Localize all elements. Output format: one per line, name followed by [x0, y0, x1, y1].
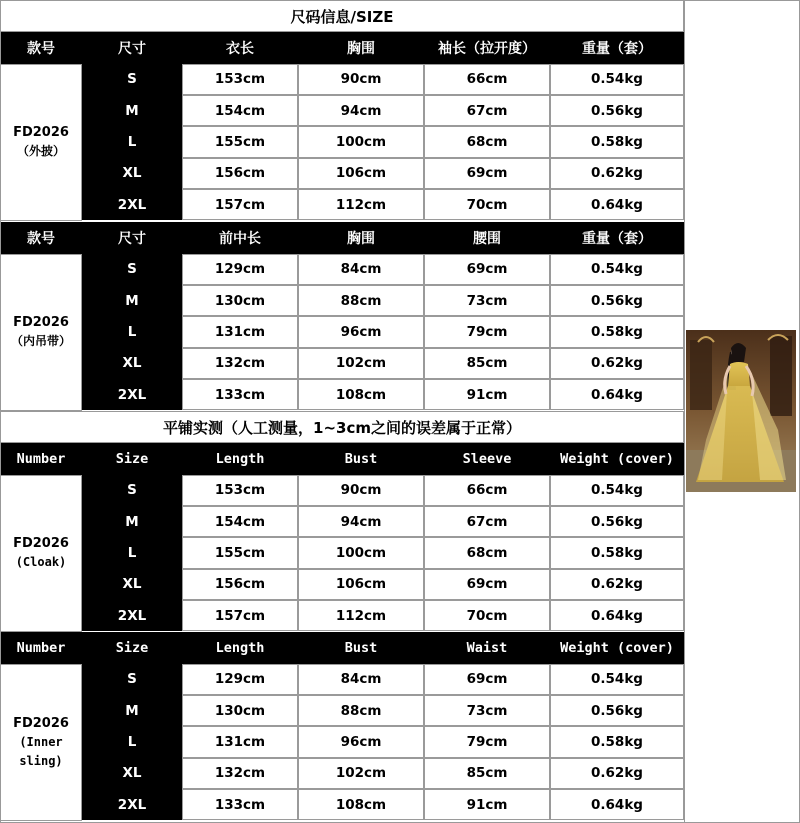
size-label: S [82, 64, 182, 95]
size-label: M [82, 506, 182, 537]
measurement-cell: 90cm [298, 475, 424, 506]
style-number-cell [0, 664, 82, 821]
column-header: Sleeve [424, 443, 550, 475]
measurement-cell: 131cm [182, 316, 298, 347]
size-chart-title: 尺码信息/SIZE [0, 0, 684, 32]
measurement-cell: 0.54kg [550, 664, 684, 695]
column-header: 款号 [0, 32, 82, 64]
size-label: L [82, 316, 182, 347]
column-header: Number [0, 632, 82, 664]
style-part-label: （外披） [16, 144, 65, 158]
measurement-cell: 102cm [298, 758, 424, 789]
measurement-cell: 68cm [424, 537, 550, 568]
measurement-cell: 102cm [298, 348, 424, 379]
measurement-cell: 85cm [424, 758, 550, 789]
measurement-cell: 106cm [298, 569, 424, 600]
column-header: 胸围 [298, 222, 424, 254]
column-header: 前中长 [182, 222, 298, 254]
measurement-cell: 0.58kg [550, 726, 684, 757]
column-header: Weight (cover) [550, 632, 684, 664]
measurement-cell: 0.58kg [550, 316, 684, 347]
measurement-cell: 155cm [182, 126, 298, 157]
measurement-cell: 153cm [182, 475, 298, 506]
size-label: S [82, 475, 182, 506]
size-label: S [82, 664, 182, 695]
column-header: 胸围 [298, 32, 424, 64]
measurement-cell: 155cm [182, 537, 298, 568]
column-header: 款号 [0, 222, 82, 254]
product-photo [686, 330, 796, 492]
measurement-cell: 70cm [424, 600, 550, 631]
measurement-cell: 0.64kg [550, 600, 684, 631]
measurement-cell: 156cm [182, 158, 298, 189]
measurement-cell: 88cm [298, 285, 424, 316]
measurement-cell: 132cm [182, 348, 298, 379]
measurement-cell: 112cm [298, 600, 424, 631]
measurement-cell: 91cm [424, 379, 550, 410]
measurement-cell: 131cm [182, 726, 298, 757]
size-label: L [82, 537, 182, 568]
measurement-cell: 69cm [424, 569, 550, 600]
size-label: XL [82, 158, 182, 189]
column-header: Size [82, 443, 182, 475]
measurement-cell: 66cm [424, 475, 550, 506]
measurement-cell: 73cm [424, 285, 550, 316]
measurement-note: 平铺实测（人工测量，1~3cm之间的误差属于正常） [0, 411, 684, 443]
measurement-cell: 0.54kg [550, 475, 684, 506]
measurement-cell: 66cm [424, 64, 550, 95]
style-number: FD2026 [13, 315, 69, 330]
measurement-cell: 0.64kg [550, 379, 684, 410]
measurement-cell: 0.54kg [550, 254, 684, 285]
measurement-cell: 133cm [182, 789, 298, 820]
measurement-cell: 129cm [182, 254, 298, 285]
measurement-cell: 79cm [424, 316, 550, 347]
column-header: 重量（套） [550, 32, 684, 64]
measurement-cell: 0.62kg [550, 158, 684, 189]
model-in-gold-gown-icon [686, 330, 796, 492]
size-label: M [82, 695, 182, 726]
style-number-cell [0, 254, 82, 411]
style-number-cell [0, 64, 82, 221]
measurement-cell: 67cm [424, 506, 550, 537]
column-header: 尺寸 [82, 32, 182, 64]
size-label: 2XL [82, 189, 182, 220]
measurement-cell: 69cm [424, 254, 550, 285]
size-label: M [82, 95, 182, 126]
style-part-label: （内吊带） [10, 334, 71, 348]
column-header: Bust [298, 443, 424, 475]
size-label: L [82, 726, 182, 757]
measurement-cell: 0.56kg [550, 695, 684, 726]
column-header: Bust [298, 632, 424, 664]
size-label: L [82, 126, 182, 157]
size-label: 2XL [82, 789, 182, 820]
column-header: 尺寸 [82, 222, 182, 254]
measurement-cell: 0.56kg [550, 285, 684, 316]
measurement-cell: 132cm [182, 758, 298, 789]
measurement-cell: 130cm [182, 695, 298, 726]
size-label: XL [82, 348, 182, 379]
measurement-cell: 90cm [298, 64, 424, 95]
column-header: 袖长（拉开度） [424, 32, 550, 64]
style-part-label: (Inner sling) [19, 734, 63, 768]
measurement-cell: 129cm [182, 664, 298, 695]
measurement-cell: 79cm [424, 726, 550, 757]
measurement-cell: 0.62kg [550, 348, 684, 379]
column-header: 腰围 [424, 222, 550, 254]
size-label: 2XL [82, 600, 182, 631]
measurement-cell: 67cm [424, 95, 550, 126]
measurement-cell: 112cm [298, 189, 424, 220]
measurement-cell: 108cm [298, 379, 424, 410]
measurement-cell: 157cm [182, 189, 298, 220]
measurement-cell: 154cm [182, 506, 298, 537]
measurement-cell: 0.64kg [550, 789, 684, 820]
measurement-cell: 154cm [182, 95, 298, 126]
measurement-cell: 153cm [182, 64, 298, 95]
measurement-cell: 106cm [298, 158, 424, 189]
measurement-cell: 96cm [298, 316, 424, 347]
style-number: FD2026 [13, 536, 69, 551]
measurement-cell: 84cm [298, 254, 424, 285]
measurement-cell: 69cm [424, 158, 550, 189]
column-header: 重量（套） [550, 222, 684, 254]
size-label: S [82, 254, 182, 285]
style-part-label: (Cloak) [15, 555, 67, 569]
measurement-cell: 0.56kg [550, 95, 684, 126]
size-label: M [82, 285, 182, 316]
size-label: XL [82, 569, 182, 600]
column-header: Weight (cover) [550, 443, 684, 475]
column-header: Waist [424, 632, 550, 664]
style-number: FD2026 [13, 125, 69, 140]
measurement-cell: 73cm [424, 695, 550, 726]
measurement-cell: 94cm [298, 506, 424, 537]
column-header: Size [82, 632, 182, 664]
measurement-cell: 100cm [298, 537, 424, 568]
size-label: 2XL [82, 379, 182, 410]
measurement-cell: 0.54kg [550, 64, 684, 95]
measurement-cell: 130cm [182, 285, 298, 316]
column-header: Length [182, 632, 298, 664]
style-number-cell [0, 475, 82, 632]
measurement-cell: 85cm [424, 348, 550, 379]
measurement-cell: 68cm [424, 126, 550, 157]
measurement-cell: 157cm [182, 600, 298, 631]
measurement-cell: 69cm [424, 664, 550, 695]
measurement-cell: 156cm [182, 569, 298, 600]
measurement-cell: 100cm [298, 126, 424, 157]
column-header: 衣长 [182, 32, 298, 64]
measurement-cell: 0.58kg [550, 537, 684, 568]
measurement-cell: 94cm [298, 95, 424, 126]
style-number: FD2026 [13, 715, 69, 731]
measurement-cell: 0.62kg [550, 758, 684, 789]
measurement-cell: 91cm [424, 789, 550, 820]
column-header: Number [0, 443, 82, 475]
column-header: Length [182, 443, 298, 475]
measurement-cell: 0.62kg [550, 569, 684, 600]
measurement-cell: 0.64kg [550, 189, 684, 220]
measurement-cell: 96cm [298, 726, 424, 757]
measurement-cell: 70cm [424, 189, 550, 220]
measurement-cell: 0.58kg [550, 126, 684, 157]
measurement-cell: 133cm [182, 379, 298, 410]
measurement-cell: 108cm [298, 789, 424, 820]
measurement-cell: 84cm [298, 664, 424, 695]
measurement-cell: 0.56kg [550, 506, 684, 537]
measurement-cell: 88cm [298, 695, 424, 726]
size-label: XL [82, 758, 182, 789]
